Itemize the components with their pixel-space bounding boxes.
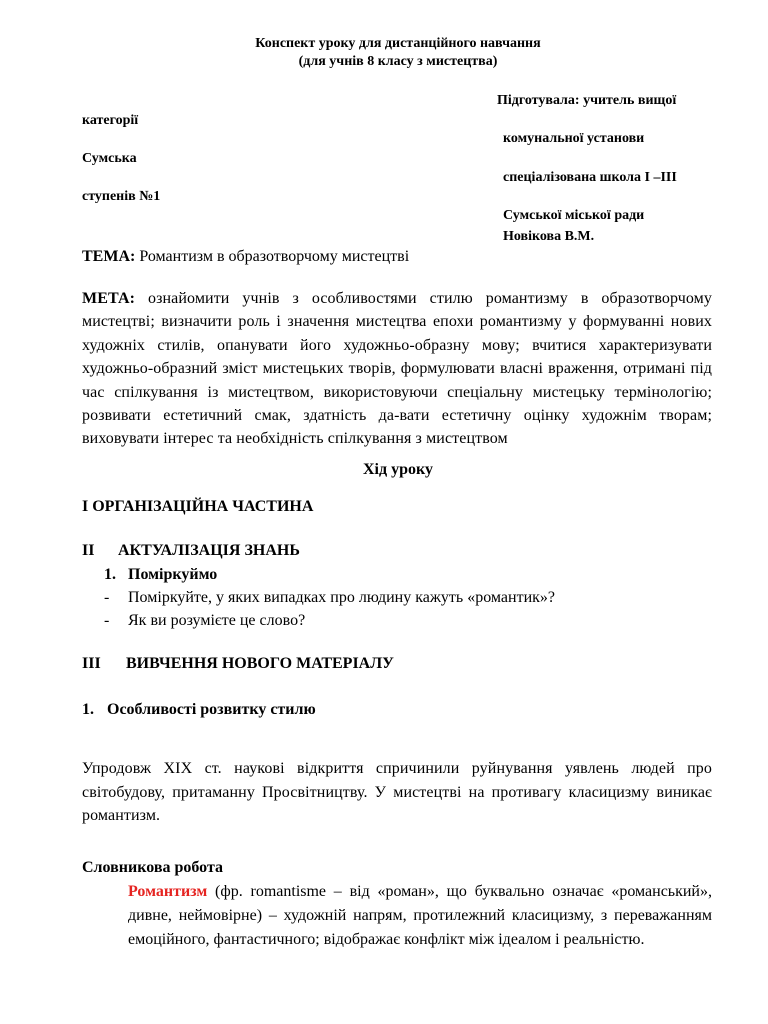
section-number: ІІ: [82, 542, 95, 559]
lesson-topic: [82, 248, 409, 266]
topic-text: Романтизм в образотворчому мистецтві: [135, 248, 410, 265]
goal-text: ознайомити учнів з особливостями стилю романтизму в образотворчому мистецтві; визначити роль і значення мистецтва епохи романтизму у формуванні нових художніх стилів, опанувати його художньо-образну мову; вчитися характеризувати художньо-образний зміст мистецьких творів, формулювати власні враження, отримані під час спілкування із мистецтвом, використовуючи спеціальну мистецьку термінологію; розвивати естетичний смак, здатність да-вати естетичну оцінку художнім творам; виховувати інтерес та необхідність спілкування з мистецтвом: [82, 290, 712, 448]
section-organizational: І ОРГАНІЗАЦІЙНА ЧАСТИНА: [82, 498, 314, 515]
document-subtitle: (для учнів 8 класу з мистецтва): [298, 54, 498, 69]
question-item: Як ви розумієте це слово?: [128, 612, 306, 629]
bullet-marker: -: [104, 612, 110, 629]
lesson-progress-heading: Хід уроку: [363, 461, 433, 478]
author-line: спеціалізована школа I –ІІІ: [503, 170, 677, 185]
author-line: комунальної установи: [503, 131, 645, 146]
term-romanticism: Романтизм: [128, 883, 208, 900]
author-name: Новікова В.М.: [503, 229, 595, 244]
vocabulary-definition: [128, 880, 712, 952]
bullet-marker: -: [104, 589, 110, 606]
vocabulary-heading: Словникова робота: [82, 859, 223, 876]
subsection-number: 1.: [82, 701, 94, 718]
question-item: Поміркуйте, у яких випадках про людину кажуть «романтик»?: [128, 589, 556, 606]
topic-label: ТЕМА:: [82, 248, 136, 265]
lesson-goal: [82, 287, 712, 451]
section-new-material: ВИВЧЕННЯ НОВОГО МАТЕРІАЛУ: [126, 655, 394, 672]
document-title: Конспект уроку для дистанційного навчання: [255, 36, 541, 51]
author-line: ступенів №1: [82, 189, 161, 204]
author-line: Сумська: [82, 151, 137, 166]
body-paragraph: Упродовж ХІХ ст. наукові відкриття спричинили руйнування уявлень людей про світобудову, притаманну Просвітництву. У мистецтві на противагу класицизму виникає романтизм.: [82, 760, 712, 824]
author-line: Сумської міської ради: [503, 208, 645, 223]
subsection-style-development: Особливості розвитку стилю: [107, 701, 316, 718]
author-line: Підготувала: учитель вищої: [497, 93, 677, 108]
author-line: категорії: [82, 113, 139, 128]
section-number: ІІІ: [82, 655, 101, 672]
term-definition: (фр. romantisme – від «роман», що буквально означає «романський», дивне, неймовірне) – художній напрям, протилежний класицизму, з переважанням емоційного, фантастичного; відображає конфлікт між ідеалом і реальністю.: [128, 883, 712, 948]
subsection-number: 1.: [104, 566, 116, 583]
subsection-think: Поміркуймо: [128, 566, 218, 583]
section-knowledge-update: АКТУАЛІЗАЦІЯ ЗНАНЬ: [118, 542, 300, 559]
goal-label: МЕТА:: [82, 290, 136, 307]
